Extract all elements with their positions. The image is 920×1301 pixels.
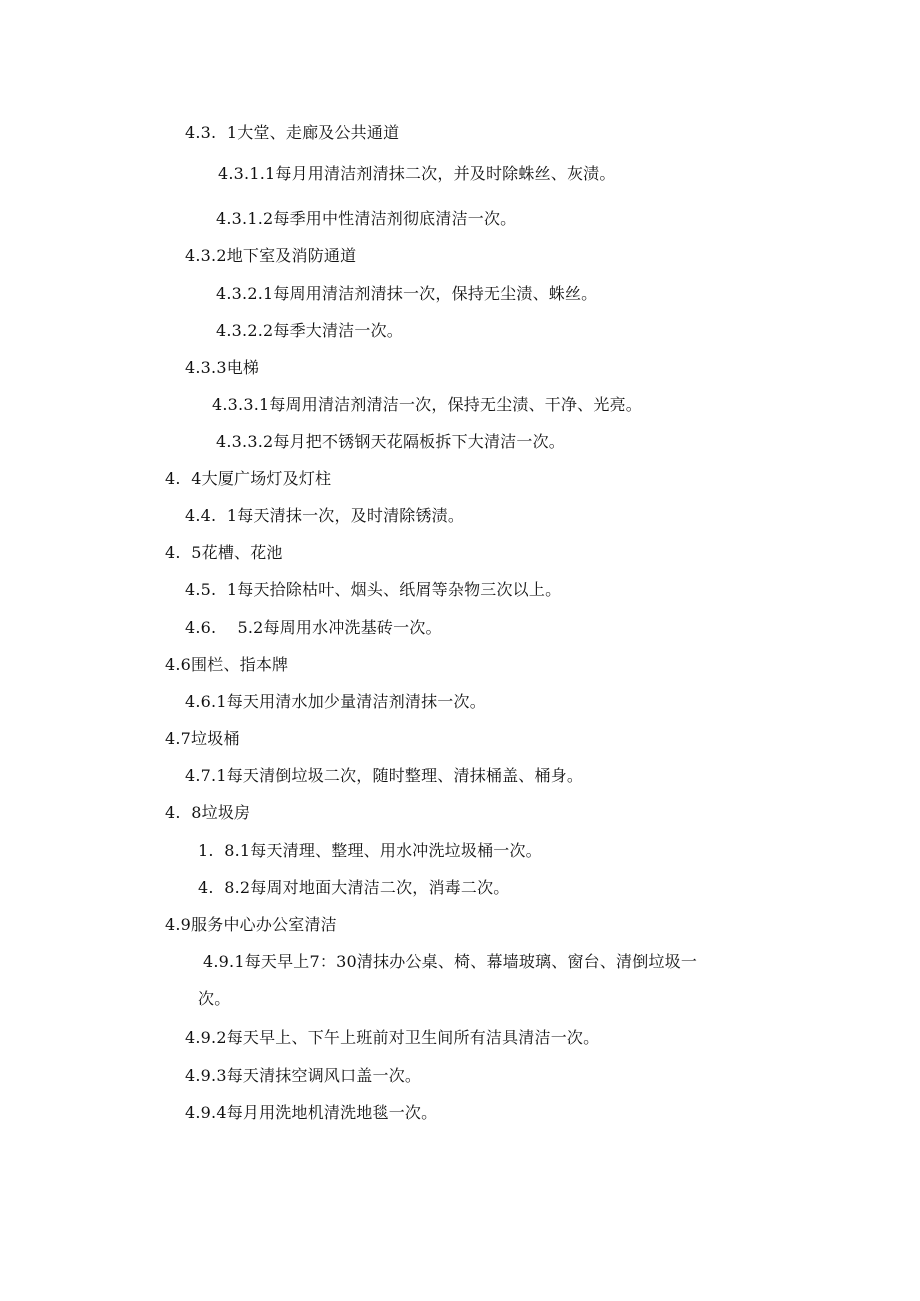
list-item-4-5-2: 4.6. 5.2每周用水冲洗基砖一次。 xyxy=(185,618,442,637)
list-item-4-3-3-2: 4.3.3.2每月把不锈钢天花隔板拆下大清洁一次。 xyxy=(216,432,565,451)
list-item-4-9-3: 4.9.3每天清抹空调风口盖一次。 xyxy=(185,1066,422,1085)
section-heading-4-3-2: 4.3.2地下室及消防通道 xyxy=(185,246,357,265)
section-heading-4-8: 4. 8垃圾房 xyxy=(165,803,251,822)
list-item-4-9-2: 4.9.2每天早上、下午上班前对卫生间所有洁具清洁一次。 xyxy=(185,1028,600,1047)
section-heading-4-3-3: 4.3.3电梯 xyxy=(185,358,260,377)
list-item-4-3-3-1: 4.3.3.1每周用清洁剂清洁一次，保持无尘渍、干净、光亮。 xyxy=(212,395,642,414)
section-heading-4-9: 4.9服务中心办公室清洁 xyxy=(165,915,337,934)
list-item-4-8-2: 4. 8.2每周对地面大清洁二次，消毒二次。 xyxy=(198,878,510,897)
section-heading-4-6: 4.6围栏、指本牌 xyxy=(165,655,289,674)
list-item-4-9-4: 4.9.4每月用洗地机清洗地毯一次。 xyxy=(185,1103,438,1122)
list-item-4-6-1: 4.6.1每天用清水加少量清洁剂清抹一次。 xyxy=(185,692,486,711)
list-item-4-4-1: 4.4. 1每天清抹一次，及时清除锈渍。 xyxy=(185,506,465,525)
section-heading-4-7: 4.7垃圾桶 xyxy=(165,729,240,748)
list-item-4-5-1: 4.5. 1每天拾除枯叶、烟头、纸屑等杂物三次以上。 xyxy=(185,580,562,599)
list-item-4-3-2-1: 4.3.2.1每周用清洁剂清抹一次，保持无尘渍、蛛丝。 xyxy=(216,284,598,303)
section-heading-4-5: 4. 5花槽、花池 xyxy=(165,543,283,562)
section-heading-4-3-1: 4.3. 1大堂、走廊及公共通道 xyxy=(185,123,400,142)
list-item-4-9-1: 4.9.1每天早上7：30清抹办公桌、椅、幕墙玻璃、窗台、清倒垃圾一 xyxy=(203,952,698,971)
list-item-4-3-1-1: 4.3.1.1每月用清洁剂清抹二次，并及时除蛛丝、灰渍。 xyxy=(218,164,616,183)
list-item-4-9-1-continued: 次。 xyxy=(198,989,231,1008)
section-heading-4-4: 4. 4大厦广场灯及灯柱 xyxy=(165,469,332,488)
list-item-4-8-1: 1. 8.1每天清理、整理、用水冲洗垃圾桶一次。 xyxy=(198,841,542,860)
list-item-4-3-2-2: 4.3.2.2每季大清洁一次。 xyxy=(216,321,403,340)
list-item-4-3-1-2: 4.3.1.2每季用中性清洁剂彻底清洁一次。 xyxy=(216,209,517,228)
list-item-4-7-1: 4.7.1每天清倒垃圾二次，随时整理、清抹桶盖、桶身。 xyxy=(185,766,584,785)
